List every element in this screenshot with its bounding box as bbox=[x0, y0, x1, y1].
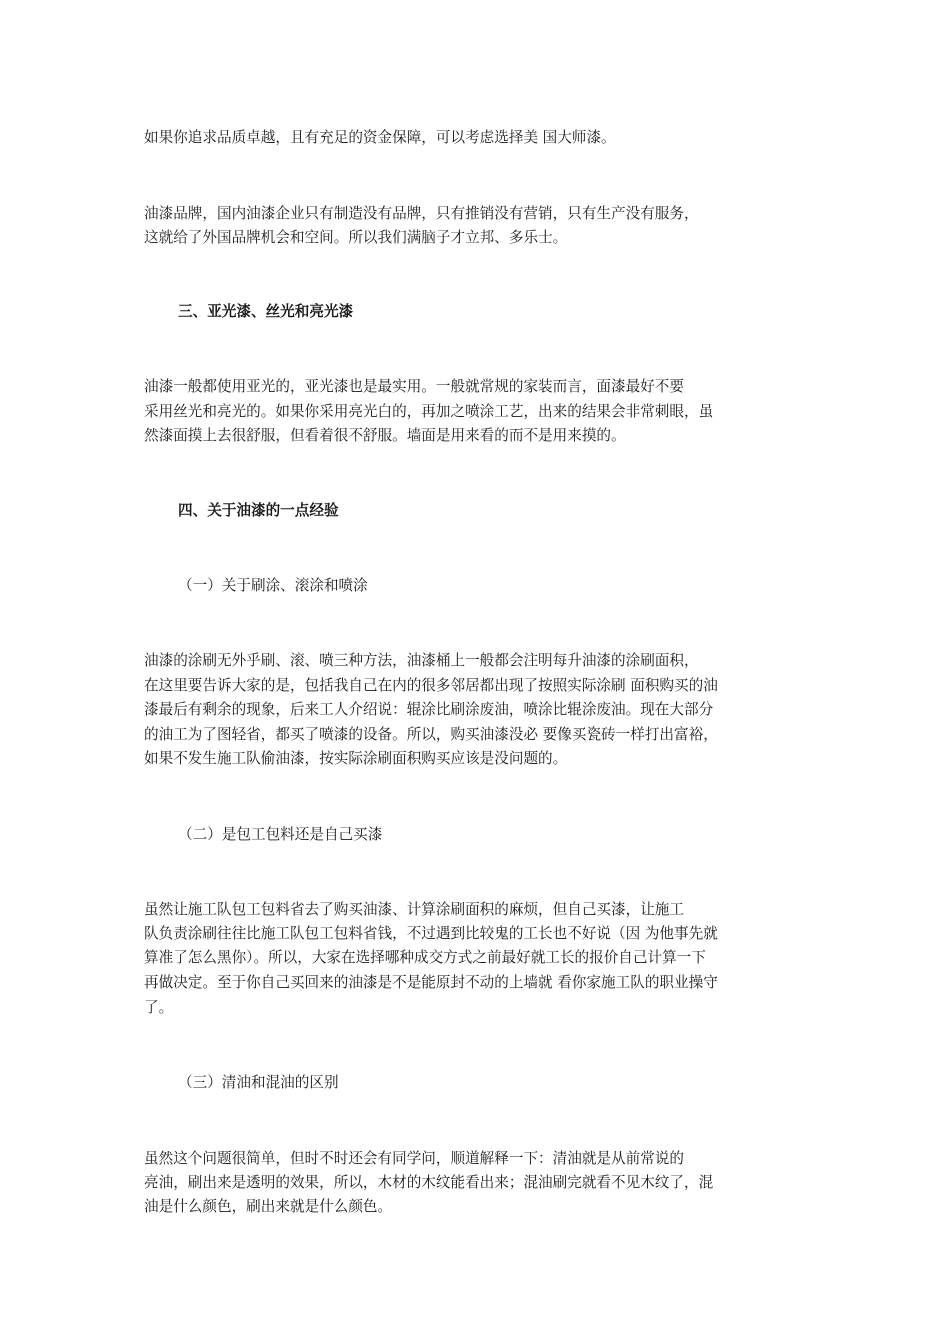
paragraph-line: 采用丝光和亮光的。如果你采用亮光白的，再加之喷涂工艺，出来的结果会非常刺眼，虽 bbox=[144, 403, 714, 420]
subsection-heading: （一）关于刷涂、滚涂和喷涂 bbox=[178, 577, 368, 594]
subsection-heading: （二）是包工包料还是自己买漆 bbox=[178, 826, 383, 843]
paragraph-line: 在这里要告诉大家的是，包括我自己在内的很多邻居都出现了按照实际涂刷 面积购买的油 bbox=[144, 677, 718, 694]
subsection-heading: （三）清油和混油的区别 bbox=[178, 1074, 339, 1091]
paragraph-line: 算准了怎么黑你）。所以，大家在选择哪种成交方式之前最好就工长的报价自己计算一下 bbox=[144, 949, 706, 966]
section-heading: 三、亚光漆、丝光和亮光漆 bbox=[178, 303, 354, 320]
paragraph-line: 亮油，刷出来是透明的效果，所以，木材的木纹能看出来；混油刷完就看不见木纹了，混 bbox=[144, 1174, 714, 1191]
paragraph-line: 虽然这个问题很简单，但时不时还会有同学问，顺道解释一下：清油就是从前常说的 bbox=[144, 1150, 684, 1167]
paragraph-line: 的油工为了图轻省，都买了喷漆的设备。所以，购买油漆没必 要像买瓷砖一样打出富裕， bbox=[144, 726, 718, 743]
paragraph-line: 再做决定。至于你自己买回来的油漆是不是能原封不动的上墙就 看你家施工队的职业操守 bbox=[144, 974, 718, 991]
paragraph-line: 这就给了外国品牌机会和空间。所以我们满脑子才立邦、多乐士。 bbox=[144, 229, 568, 246]
paragraph-line: 了。 bbox=[144, 999, 174, 1016]
paragraph-line: 油是什么颜色，刷出来就是什么颜色。 bbox=[144, 1198, 393, 1215]
paragraph-line: 如果你追求品质卓越，且有充足的资金保障，可以考虑选择美 国大师漆。 bbox=[144, 129, 616, 146]
paragraph-line: 油漆一般都使用亚光的，亚光漆也是最实用。一般就常规的家装而言，面漆最好不要 bbox=[144, 378, 684, 395]
paragraph-line: 油漆品牌，国内油漆企业只有制造没有品牌，只有推销没有营销，只有生产没有服务， bbox=[144, 205, 699, 222]
paragraph-line: 油漆的涂刷无外乎刷、滚、喷三种方法，油漆桶上一般都会注明每升油漆的涂刷面积， bbox=[144, 652, 699, 669]
paragraph-line: 然漆面摸上去很舒服，但看着很不舒服。墙面是用来看的而不是用来摸的。 bbox=[144, 427, 626, 444]
paragraph-line: 漆最后有剩余的现象，后来工人介绍说：辊涂比刷涂废油，喷涂比辊涂废油。现在大部分 bbox=[144, 701, 714, 718]
paragraph-line: 队负责涂刷往往比施工队包工包料省钱，不过遇到比较鬼的工长也不好说（因 为他事先就 bbox=[144, 925, 718, 942]
paragraph-line: 如果不发生施工队偷油漆，按实际涂刷面积购买应该是没问题的。 bbox=[144, 750, 568, 767]
paragraph-line: 虽然让施工队包工包料省去了购买油漆、计算涂刷面积的麻烦，但自己买漆，让施工 bbox=[144, 901, 684, 918]
section-heading: 四、关于油漆的一点经验 bbox=[178, 502, 339, 519]
